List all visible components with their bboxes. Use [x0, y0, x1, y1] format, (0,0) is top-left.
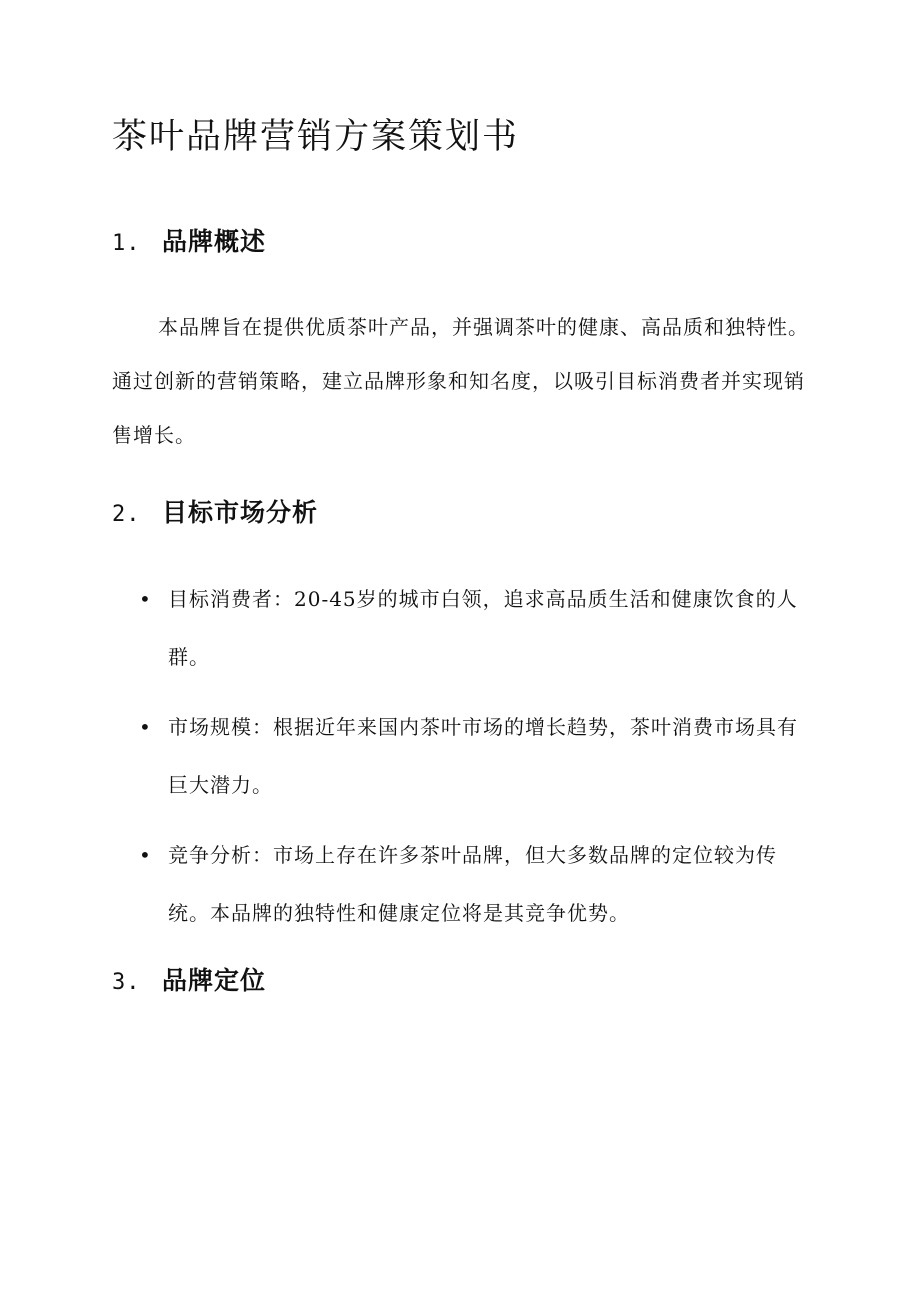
- section-title: 品牌概述: [162, 227, 267, 256]
- section-heading-brand-positioning: [112, 963, 266, 1001]
- list-item: [112, 826, 808, 942]
- section-heading-brand-overview: [112, 224, 266, 262]
- bullet-icon: •: [139, 843, 152, 867]
- bullet-icon: •: [139, 587, 152, 611]
- bullet-icon: •: [139, 715, 152, 739]
- target-market-list: [112, 570, 812, 954]
- list-item-text: 竞争分析：市场上存在许多茶叶品牌，但大多数品牌的定位较为传统。本品牌的独特性和健康定位将是其竞争优势。: [168, 843, 777, 925]
- list-item: [112, 570, 808, 686]
- section-number: 3.: [112, 970, 141, 995]
- section-heading-target-market: [112, 495, 318, 533]
- document-title: 茶叶品牌营销方案策划书: [112, 117, 520, 157]
- section-title: 目标市场分析: [162, 498, 319, 527]
- brand-overview-paragraph: 本品牌旨在提供优质茶叶产品，并强调茶叶的健康、高品质和独特性。通过创新的营销策略，建立品牌形象和知名度，以吸引目标消费者并实现销售增长。: [112, 315, 809, 447]
- section-number: 1.: [112, 231, 141, 256]
- list-item: [112, 698, 808, 814]
- section-title: 品牌定位: [162, 966, 267, 995]
- list-item-text: 市场规模：根据近年来国内茶叶市场的增长趋势，茶叶消费市场具有巨大潜力。: [168, 715, 798, 797]
- section-number: 2.: [112, 502, 141, 527]
- list-item-text: 目标消费者：20-45岁的城市白领，追求高品质生活和健康饮食的人群。: [168, 587, 798, 669]
